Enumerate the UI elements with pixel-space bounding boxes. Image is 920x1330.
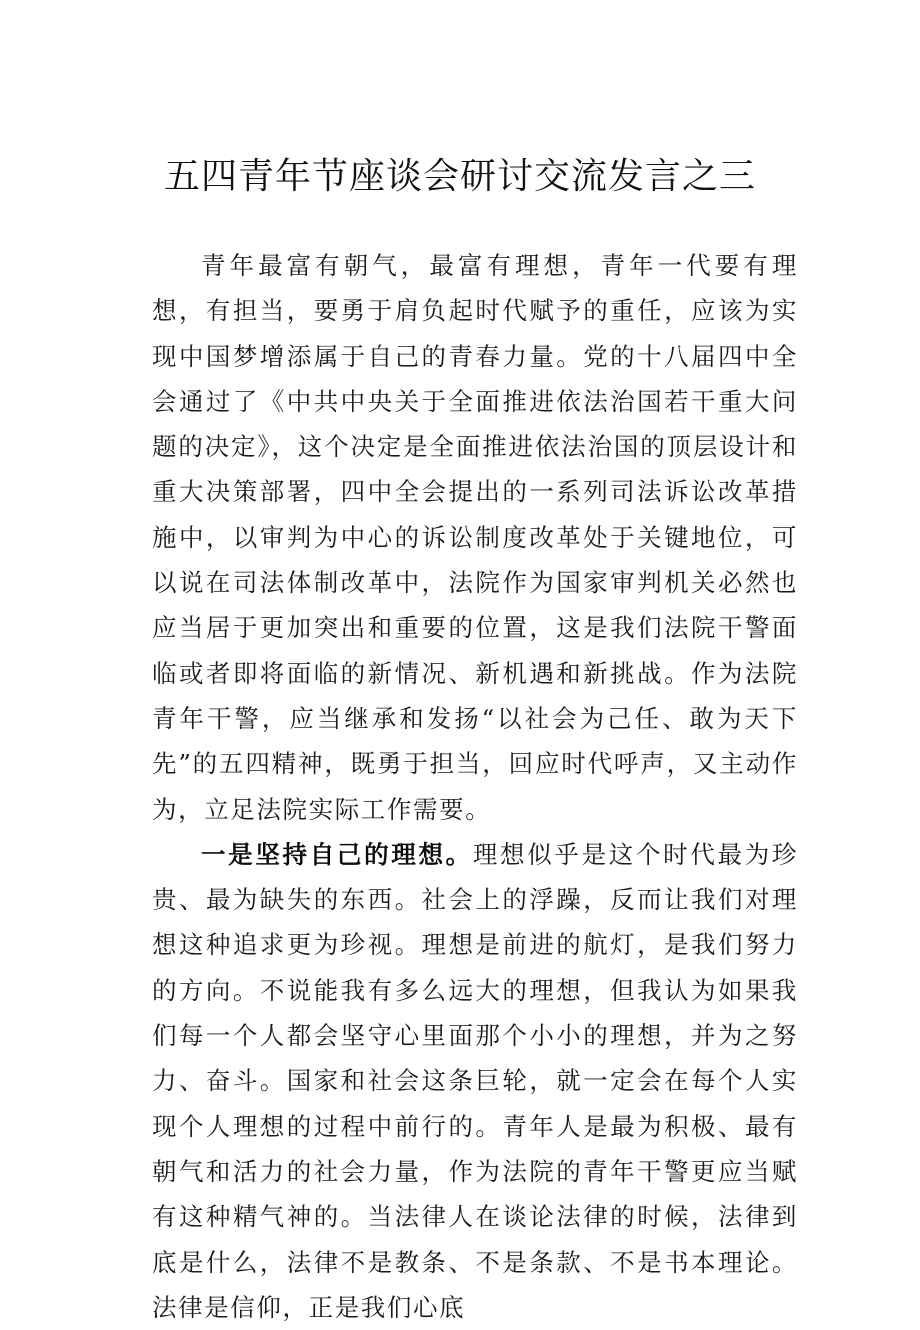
document-body [152, 243, 798, 1330]
paragraph-ideal-text: 理想似乎是这个时代最为珍贵、最为缺失的东西。社会上的浮躁，反而让我们对理想这种追求更为珍视。理想是前进的航灯，是我们努力的方向。不说能我有多么远大的理想，但我认为如果我们每一个人都会坚守心里面那个小小的理想，并为之努力、奋斗。国家和社会这条巨轮，就一定会在每个人实现个人理想的过程中前行的。青年人是最为积极、最有朝气和活力的社会力量，作为法院的青年干警更应当赋有这种精气神的。当法律人在谈论法律的时候，法律到底是什么，法律不是教条、不是条款、不是书本理论。法律是信仰，正是我们心底 [152, 839, 798, 1322]
paragraph-intro [152, 243, 798, 832]
paragraph-ideal [152, 832, 798, 1330]
paragraph-ideal-heading: 一是坚持自己的理想。 [201, 839, 473, 869]
document-title: 五四青年节座谈会研讨交流发言之三 [163, 156, 756, 197]
paragraph-intro-text: 青年最富有朝气，最富有理想，青年一代要有理想，有担当，要勇于肩负起时代赋予的重任，应该为实现中国梦增添属于自己的青春力量。党的十八届四中全会通过了《中共中央关于全面推进依法治国若干重大问题的决定》，这个决定是全面推进依法治国的顶层设计和重大决策部署，四中全会提出的一系列司法诉讼改革措施中，以审判为中心的诉讼制度改革处于关键地位，可以说在司法体制改革中，法院作为国家审判机关必然也应当居于更加突出和重要的位置，这是我们法院干警面临或者即将面临的新情况、新机遇和新挑战。作为法院青年干警，应当继承和发扬“以社会为己任、敢为天下先”的五四精神，既勇于担当，回应时代呼声，又主动作为，立足法院实际工作需要。 [152, 251, 798, 824]
